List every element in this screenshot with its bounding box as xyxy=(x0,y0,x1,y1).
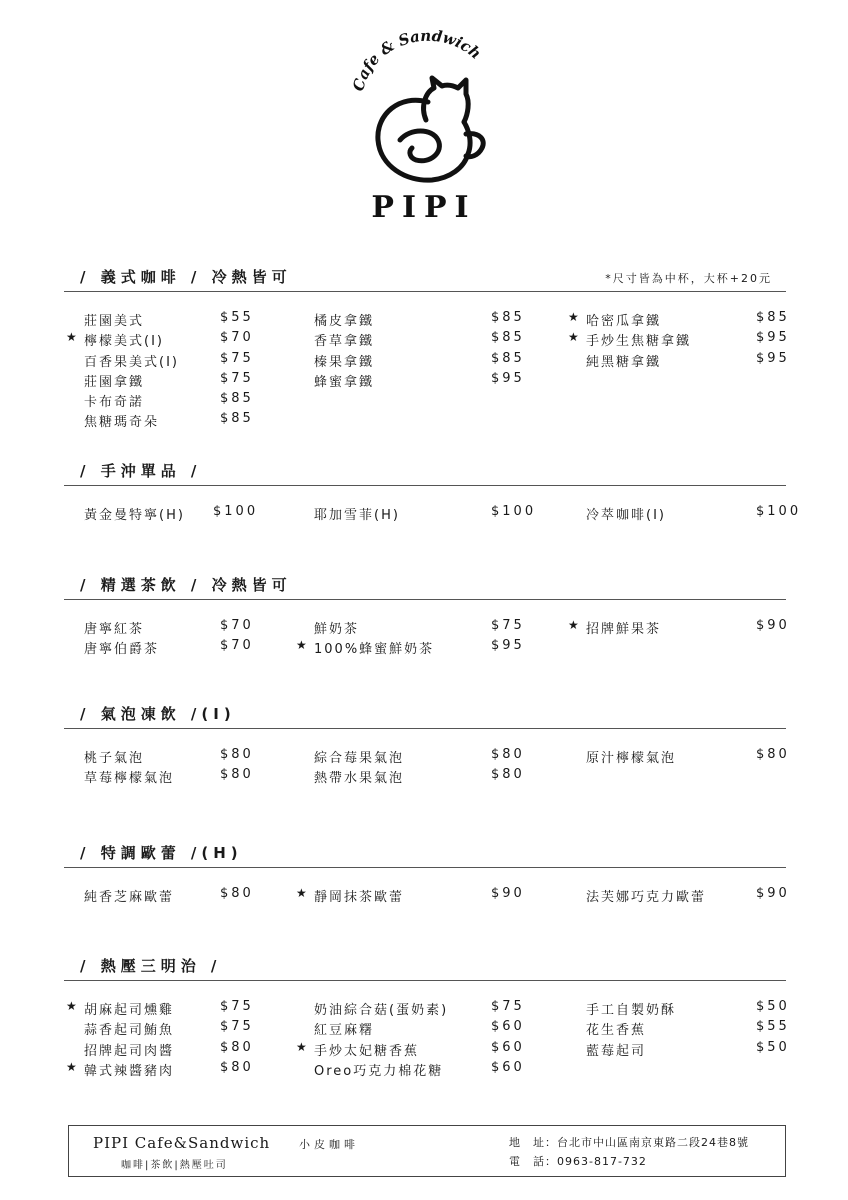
item-price: $85 xyxy=(491,310,525,325)
item-name: 100%蜂蜜鮮奶茶 xyxy=(314,642,435,658)
menu-section xyxy=(64,842,790,962)
item-name: 莊園美式 xyxy=(84,314,145,329)
item-name: 蒜香起司鮪魚 xyxy=(84,1023,175,1039)
menu-item xyxy=(568,618,790,638)
section-title: / 義式咖啡 / 冷熱皆可 xyxy=(80,268,292,286)
logo-tagline: Cafe & Sandwich xyxy=(349,28,485,94)
item-price: $85 xyxy=(220,411,254,427)
menu-item xyxy=(586,350,790,371)
item-price: $100 xyxy=(491,504,537,519)
menu-section xyxy=(64,460,802,580)
menu-item xyxy=(66,330,254,350)
menu-item xyxy=(314,310,525,330)
item-price: $75 xyxy=(220,350,254,366)
star-icon: ★ xyxy=(568,310,581,324)
item-name: 招牌鮮果茶 xyxy=(586,622,662,637)
section-divider xyxy=(64,980,786,981)
menu-item xyxy=(84,411,254,431)
menu-item xyxy=(84,618,254,638)
menu-section xyxy=(64,266,790,431)
menu-column xyxy=(314,310,525,391)
menu-section xyxy=(64,955,790,1079)
item-price: $80 xyxy=(220,886,254,901)
item-price: $70 xyxy=(220,638,254,654)
menu-item xyxy=(84,638,254,658)
item-price: $95 xyxy=(491,370,525,386)
section-divider xyxy=(64,599,786,600)
menu-item xyxy=(568,310,790,330)
item-name: 桃子氣泡 xyxy=(84,751,145,766)
menu-item xyxy=(314,767,525,787)
menu-item xyxy=(314,370,525,391)
item-price: $60 xyxy=(491,1059,525,1075)
section-title: / 熱壓三明治 / xyxy=(80,957,222,975)
item-price: $75 xyxy=(491,999,525,1014)
menu-item xyxy=(314,1019,525,1039)
item-price: $90 xyxy=(756,886,790,901)
footer-phone: 電 話：0963-817-732 xyxy=(509,1155,647,1168)
item-name: 熱帶水果氣泡 xyxy=(314,771,405,787)
item-name: 藍莓起司 xyxy=(586,1043,647,1059)
item-name: 焦糖瑪奇朵 xyxy=(84,415,160,431)
item-price: $100 xyxy=(756,504,802,519)
item-price: $55 xyxy=(756,1019,790,1035)
menu-column xyxy=(586,747,790,767)
item-price: $90 xyxy=(491,886,525,901)
menu-section xyxy=(64,574,790,694)
menu-item xyxy=(84,370,254,391)
footer-subtitle: 小皮咖啡 xyxy=(299,1138,359,1151)
item-price: $85 xyxy=(491,330,525,346)
section-title: / 特調歐蕾 /(H) xyxy=(80,844,243,862)
star-icon: ★ xyxy=(568,330,581,345)
item-price: $95 xyxy=(756,330,790,346)
star-icon: ★ xyxy=(66,330,79,345)
item-name: 唐寧紅茶 xyxy=(84,622,145,637)
star-icon: ★ xyxy=(296,886,309,900)
menu-column xyxy=(586,999,790,1060)
star-icon: ★ xyxy=(66,1059,79,1074)
section-divider xyxy=(64,867,786,868)
item-price: $60 xyxy=(491,1019,525,1035)
menu-item xyxy=(296,638,525,658)
menu-item xyxy=(84,1019,254,1039)
item-name: 韓式辣醬豬肉 xyxy=(84,1063,175,1079)
section-divider xyxy=(64,485,786,486)
item-price: $75 xyxy=(220,370,254,386)
star-icon: ★ xyxy=(296,1039,309,1054)
item-price: $95 xyxy=(756,350,790,366)
menu-item xyxy=(296,1039,525,1060)
item-price: $85 xyxy=(756,310,790,325)
item-name: 百香果美式(I) xyxy=(84,354,179,370)
item-name: 哈密瓜拿鐵 xyxy=(586,314,662,329)
item-price: $85 xyxy=(220,391,254,407)
menu-item xyxy=(84,391,254,411)
menu-item xyxy=(84,350,254,371)
menu-item xyxy=(296,886,525,906)
item-price: $80 xyxy=(220,1039,254,1055)
menu-item xyxy=(84,886,254,906)
star-icon: ★ xyxy=(568,618,581,632)
item-price: $50 xyxy=(756,1039,790,1055)
menu-section xyxy=(64,703,790,823)
menu-item xyxy=(314,999,525,1019)
item-name: 橘皮拿鐵 xyxy=(314,314,375,329)
item-name: 手工自製奶酥 xyxy=(586,1003,677,1018)
item-name: 榛果拿鐵 xyxy=(314,354,375,370)
menu-column xyxy=(66,999,254,1080)
menu-item xyxy=(314,1059,525,1080)
section-divider xyxy=(64,291,786,292)
section-note: *尺寸皆為中杯，大杯+20元 xyxy=(605,272,772,285)
menu-item xyxy=(84,504,259,524)
item-price: $80 xyxy=(220,747,254,762)
item-name: 手炒生焦糖拿鐵 xyxy=(586,334,692,350)
menu-item xyxy=(568,330,790,350)
section-divider xyxy=(64,728,786,729)
menu-item xyxy=(66,1059,254,1080)
item-name: 奶油綜合菇(蛋奶素) xyxy=(314,1003,449,1018)
item-price: $75 xyxy=(220,999,254,1014)
item-price: $100 xyxy=(213,504,259,519)
item-name: 黃金曼特寧(H) xyxy=(84,508,185,523)
item-name: 靜岡抹茶歐蕾 xyxy=(314,890,405,905)
menu-item xyxy=(586,886,790,906)
item-name: 鮮奶茶 xyxy=(314,622,360,637)
item-name: Oreo巧克力棉花糖 xyxy=(314,1063,444,1079)
item-name: 蜂蜜拿鐵 xyxy=(314,374,375,390)
footer-tagline: 咖啡|茶飲|熱壓吐司 xyxy=(121,1160,228,1171)
item-price: $90 xyxy=(756,618,790,633)
item-name: 綜合莓果氣泡 xyxy=(314,751,405,766)
menu-item xyxy=(586,504,802,524)
menu-column xyxy=(314,747,525,788)
cat-cup-logo-icon xyxy=(340,28,510,188)
item-name: 純黑糖拿鐵 xyxy=(586,354,662,370)
footer-address: 地 址：台北市中山區南京東路二段24巷8號 xyxy=(509,1136,749,1149)
item-price: $95 xyxy=(491,638,525,654)
menu-column xyxy=(84,618,254,659)
item-name: 草莓檸檬氣泡 xyxy=(84,771,175,787)
item-price: $80 xyxy=(756,747,790,762)
section-title: / 精選茶飲 / 冷熱皆可 xyxy=(80,576,292,594)
menu-item xyxy=(586,1019,790,1039)
item-name: 莊園拿鐵 xyxy=(84,374,145,390)
menu-item xyxy=(314,504,537,524)
item-name: 香草拿鐵 xyxy=(314,334,375,350)
item-price: $55 xyxy=(220,310,254,325)
item-name: 胡麻起司燻雞 xyxy=(84,1003,175,1018)
item-name: 檸檬美式(I) xyxy=(84,334,164,350)
item-price: $75 xyxy=(220,1019,254,1035)
star-icon: ★ xyxy=(66,999,79,1013)
item-price: $85 xyxy=(491,350,525,366)
section-title: / 手沖單品 / xyxy=(80,462,202,480)
menu-column xyxy=(84,504,259,524)
item-price: $70 xyxy=(220,330,254,346)
item-name: 花生香蕉 xyxy=(586,1023,647,1039)
menu-item xyxy=(314,747,525,767)
item-name: 原汁檸檬氣泡 xyxy=(586,751,677,766)
brand-title: PIPI xyxy=(371,190,477,225)
menu-item xyxy=(586,999,790,1019)
item-price: $80 xyxy=(220,767,254,783)
item-name: 唐寧伯爵茶 xyxy=(84,642,160,658)
item-name: 紅豆麻糬 xyxy=(314,1023,375,1039)
menu-item xyxy=(84,767,254,787)
menu-column xyxy=(84,886,254,906)
menu-item xyxy=(84,310,254,330)
menu-item xyxy=(314,350,525,371)
item-price: $80 xyxy=(491,767,525,783)
menu-item xyxy=(586,1039,790,1060)
menu-item xyxy=(84,747,254,767)
menu-column xyxy=(586,504,802,524)
menu-column xyxy=(314,504,537,524)
menu-item xyxy=(586,747,790,767)
menu-column xyxy=(84,747,254,788)
menu-column xyxy=(296,886,525,906)
menu-column xyxy=(66,310,254,432)
section-title: / 氣泡凍飲 /(I) xyxy=(80,705,236,723)
menu-column xyxy=(568,618,790,638)
footer-box xyxy=(68,1125,786,1177)
menu-item xyxy=(84,1039,254,1060)
item-name: 卡布奇諾 xyxy=(84,395,145,411)
menu-column xyxy=(586,886,790,906)
menu-item xyxy=(314,330,525,350)
item-price: $70 xyxy=(220,618,254,633)
footer-shop-name: PIPI Cafe&Sandwich xyxy=(93,1134,271,1152)
item-price: $60 xyxy=(491,1039,525,1055)
item-price: $80 xyxy=(220,1059,254,1075)
menu-column xyxy=(568,310,790,371)
item-name: 純香芝麻歐蕾 xyxy=(84,890,175,905)
item-price: $75 xyxy=(491,618,525,633)
item-price: $80 xyxy=(491,747,525,762)
item-name: 手炒太妃糖香蕉 xyxy=(314,1043,420,1059)
star-icon: ★ xyxy=(296,638,309,653)
item-name: 招牌起司肉醬 xyxy=(84,1043,175,1059)
menu-column xyxy=(296,999,525,1080)
item-price: $50 xyxy=(756,999,790,1014)
menu-item xyxy=(314,618,525,638)
item-name: 耶加雪菲(H) xyxy=(314,508,400,523)
menu-item xyxy=(66,999,254,1019)
item-name: 法芙娜巧克力歐蕾 xyxy=(586,890,707,905)
item-name: 冷萃咖啡(I) xyxy=(586,508,666,523)
menu-column xyxy=(296,618,525,659)
